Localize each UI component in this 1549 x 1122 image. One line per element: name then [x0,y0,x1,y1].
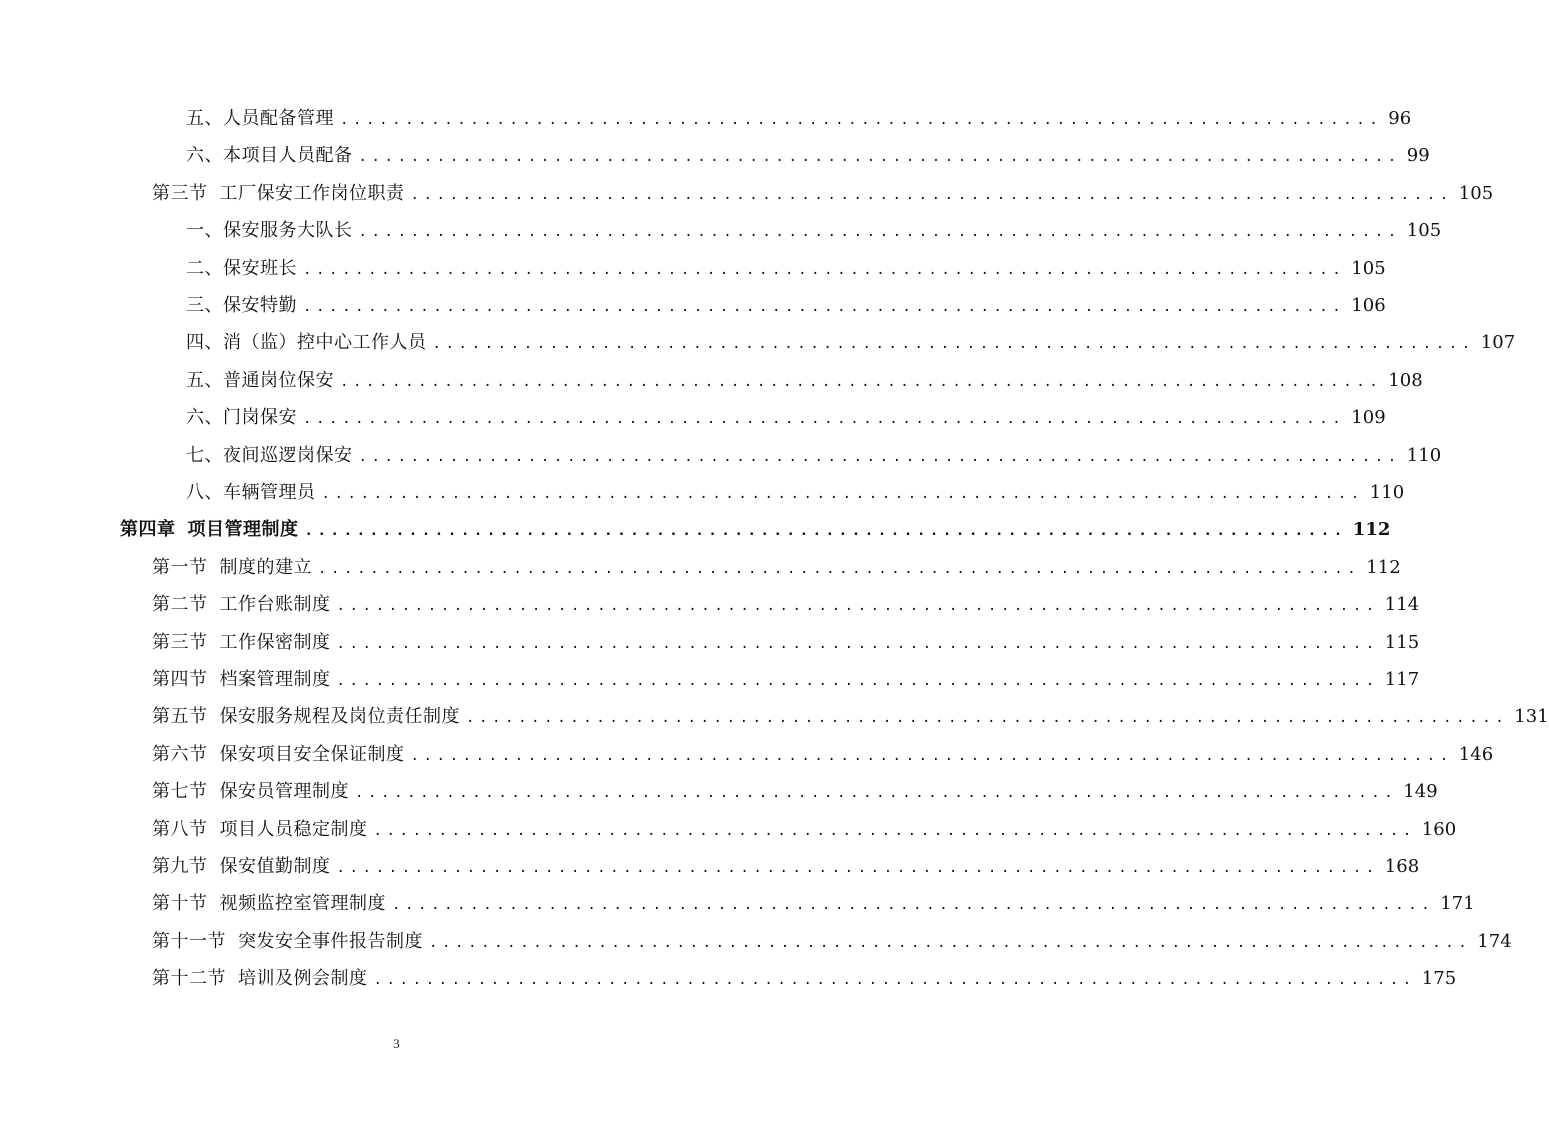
toc-entry-number: 第三节 [152,182,208,204]
toc-entry-label [152,555,312,581]
toc-entry-number: 第五节 [152,706,208,728]
toc-entry-number: 第四章 [120,519,176,541]
toc-dot-leader: ................................................................................ [336,635,1379,652]
toc-entry-label [152,667,331,693]
toc-page-number: 108 [1388,369,1423,391]
toc-dot-leader: ................................................................................ [336,860,1379,876]
toc-section-entry[interactable] [152,779,1438,805]
toc-entry-title: 保安员管理制度 [219,781,349,803]
toc-dot-leader: ................................................................................ [410,186,1453,203]
toc-entry-label [152,817,368,843]
toc-subsection-entry[interactable] [186,143,1430,169]
toc-entry-label [152,704,460,730]
toc-section-entry[interactable] [152,704,1549,730]
toc-entry-title: 保安服务规程及岗位责任制度 [219,706,460,728]
toc-subsection-entry[interactable] [186,330,1516,356]
toc-section-entry[interactable] [152,966,1457,992]
toc-section-entry[interactable] [152,555,1401,581]
toc-entry-label [152,742,405,768]
toc-page-number: 109 [1351,407,1386,429]
toc-entry-number: 第九节 [152,856,208,877]
toc-page-number: 110 [1406,444,1442,466]
toc-dot-leader: ................................................................................ [373,822,1416,839]
toc-dot-leader: ................................................................................ [303,261,1346,278]
toc-entry-title: 培训及例会制度 [238,968,368,990]
toc-section-entry[interactable] [152,929,1512,955]
toc-dot-leader: ................................................................................ [358,224,1401,241]
toc-page-number: 149 [1403,781,1438,803]
toc-page-number: 106 [1351,295,1386,316]
toc-dot-leader: ................................................................................ [355,785,1398,802]
toc-section-entry[interactable] [152,592,1420,618]
toc-entry-number: 第六节 [152,743,208,765]
toc-dot-leader: ................................................................................ [429,934,1472,951]
toc-entry-label [152,630,331,656]
toc-entry-label [152,966,368,992]
toc-dot-leader: ................................................................................ [392,897,1435,914]
toc-entry-title: 工作台账制度 [219,594,331,616]
toc-entry-title: 突发安全事件报告制度 [238,930,423,952]
toc-subsection-entry[interactable] [186,405,1386,431]
toc-entry-title: 工作保密制度 [219,631,331,653]
toc-entry-title: 视频监控室管理制度 [219,893,386,915]
toc-subsection-entry[interactable] [186,218,1442,244]
toc-entry-label: 一、保安服务大队长 [186,220,353,242]
toc-dot-leader: ................................................................................ [410,747,1453,764]
toc-subsection-entry[interactable] [186,480,1405,506]
toc-entry-label: 三、保安特勤 [186,295,297,316]
page-number: 3 [393,1036,400,1051]
toc-entry-number: 第二节 [152,594,208,616]
toc-dot-leader: ................................................................................ [358,149,1401,166]
toc-page-number: 174 [1477,930,1512,952]
toc-page-number: 175 [1421,968,1457,990]
toc-entry-title: 保安值勤制度 [219,856,331,877]
toc-entry-label [152,891,386,917]
toc-entry-label: 八、车辆管理员 [186,482,316,503]
toc-subsection-entry[interactable] [186,106,1412,132]
toc-chapter-entry[interactable] [120,517,1391,543]
toc-section-entry[interactable] [152,667,1420,693]
toc-page-number: 171 [1440,893,1475,915]
toc-entry-title: 制度的建立 [219,556,312,578]
toc-entry-number: 第十一节 [152,930,226,952]
toc-dot-leader: ................................................................................ [358,448,1401,465]
toc-entry-number: 第八节 [152,818,208,840]
toc-entry-number: 第七节 [152,781,208,803]
toc-page-number: 96 [1388,108,1412,129]
toc-dot-leader: ................................................................................ [303,411,1346,428]
toc-page-number: 105 [1351,257,1386,279]
toc-dot-leader: ................................................................................ [304,523,1347,540]
toc-entry-title: 项目人员稳定制度 [219,818,368,840]
toc-dot-leader: ................................................................................ [336,673,1379,689]
toc-page-number: 112 [1366,556,1401,578]
toc-page-number: 105 [1458,182,1494,204]
toc-entry-label: 二、保安班长 [186,257,297,279]
toc-entry-label [152,592,331,618]
toc-entry-label: 五、普通岗位保安 [186,369,334,391]
toc-page-number: 99 [1406,145,1430,167]
toc-entry-label: 七、夜间巡逻岗保安 [186,444,353,466]
toc-page-number: 114 [1384,594,1420,616]
toc-subsection-entry[interactable] [186,256,1386,282]
toc-entry-number: 第一节 [152,556,208,578]
toc-entry-label [152,929,423,955]
toc-entry-title: 项目管理制度 [187,519,299,541]
toc-subsection-entry[interactable] [186,293,1386,319]
toc-entry-label: 六、门岗保安 [186,407,297,429]
toc-entry-title: 档案管理制度 [219,669,331,690]
toc-entry-label: 六、本项目人员配备 [186,145,353,167]
toc-entry-number: 第十二节 [152,968,226,990]
toc-page-number: 117 [1384,669,1420,690]
toc-entry-label: 四、消（监）控中心工作人员 [186,332,427,354]
toc-page-number: 115 [1384,631,1420,653]
toc-page-number: 131 [1514,706,1549,728]
toc-dot-leader: ................................................................................ [303,299,1346,315]
toc-page-number: 112 [1352,519,1391,541]
toc-entry-number: 第十节 [152,893,208,915]
toc-subsection-entry[interactable] [186,368,1423,394]
toc-dot-leader: ................................................................................ [466,710,1509,727]
toc-entry-number: 第三节 [152,631,208,653]
toc-section-entry[interactable] [152,181,1494,207]
toc-entry-title: 保安项目安全保证制度 [219,743,405,765]
toc-section-entry[interactable] [152,854,1420,880]
toc-section-entry[interactable] [152,742,1494,768]
toc-dot-leader: ................................................................................ [373,972,1416,989]
toc-page-number: 110 [1369,482,1405,503]
toc-dot-leader: ................................................................................ [318,560,1361,577]
toc-dot-leader: ................................................................................ [340,373,1383,390]
toc-page-number: 107 [1480,332,1516,354]
toc-section-entry[interactable] [152,630,1420,656]
toc-page-number: 105 [1406,220,1442,242]
toc-entry-title: 工厂保安工作岗位职责 [219,182,405,204]
toc-entry-label [152,181,405,207]
toc-dot-leader: ................................................................................ [336,598,1379,615]
toc-entry-label [152,854,331,880]
toc-page-number: 146 [1458,743,1494,765]
toc-page-number: 160 [1421,818,1457,840]
toc-page-number: 168 [1384,856,1420,877]
toc-subsection-entry[interactable] [186,443,1442,469]
toc-dot-leader: ................................................................................ [340,112,1383,128]
toc-entry-label [120,517,299,543]
toc-entry-label: 五、人员配备管理 [186,108,334,129]
toc-section-entry[interactable] [152,891,1475,917]
toc-section-entry[interactable] [152,817,1457,843]
toc-dot-leader: ................................................................................ [321,486,1364,502]
toc-entry-label [152,779,349,805]
toc-entry-number: 第四节 [152,669,208,690]
toc-dot-leader: ................................................................................ [432,336,1475,353]
